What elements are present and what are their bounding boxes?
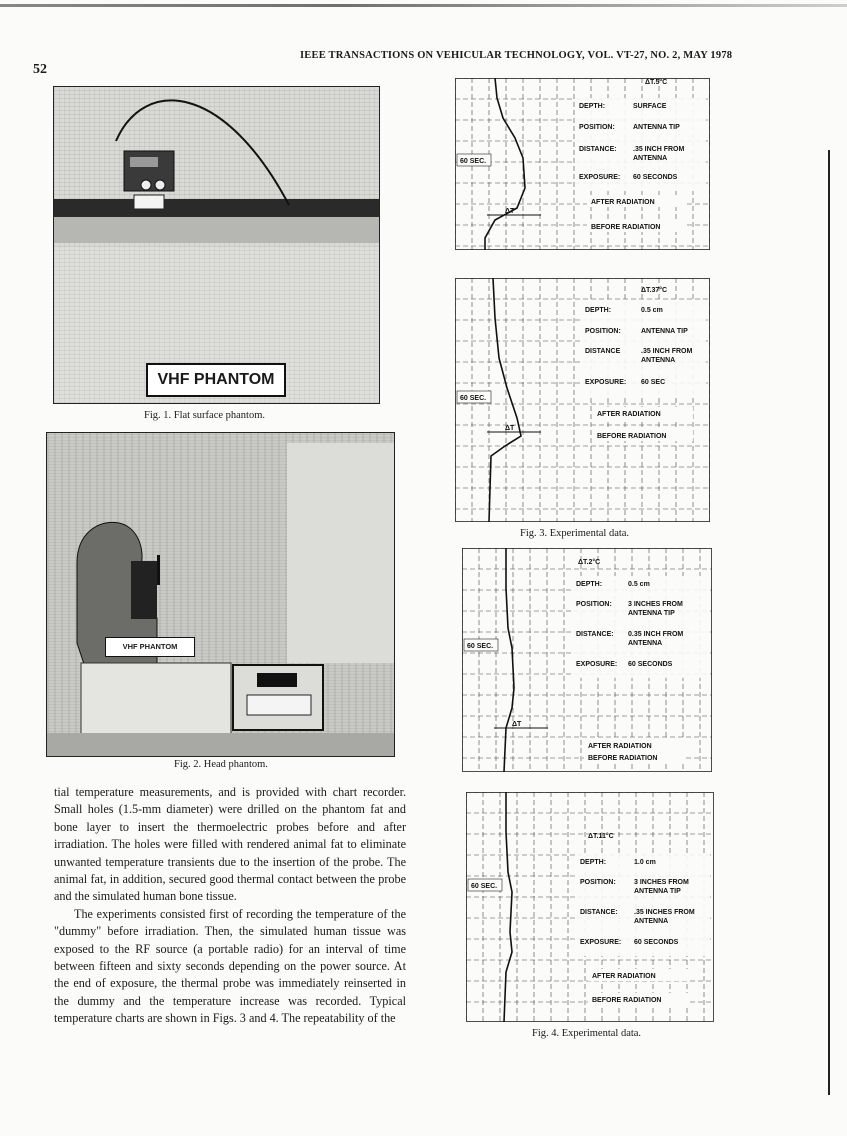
delta-marker-label: ΔT — [505, 208, 515, 215]
temperature-trace — [504, 548, 514, 772]
delta-marker-label: ΔT — [505, 425, 515, 432]
field-value: ANTENNA TIP — [641, 328, 688, 335]
field-value: 1.0 cm — [634, 859, 656, 866]
field-value-cont: ANTENNA — [641, 357, 676, 364]
fig3-caption: Fig. 3. Experimental data. — [520, 528, 630, 539]
before-radiation-label: BEFORE RADIATION — [591, 224, 661, 231]
delta-t-label: ΔT.2°C — [578, 559, 601, 566]
field-value: 3 INCHES FROM — [628, 601, 683, 608]
before-radiation-label: BEFORE RADIATION — [592, 997, 662, 1004]
after-radiation-label: AFTER RADIATION — [591, 199, 655, 206]
after-radiation-label: AFTER RADIATION — [597, 411, 661, 418]
fig4-caption: Fig. 4. Experimental data. — [532, 1028, 642, 1039]
field-label: EXPOSURE: — [576, 661, 618, 668]
field-value: .35 INCH FROM — [633, 146, 685, 153]
delta-t-label: ΔT.5°C — [645, 79, 668, 86]
head-phantom-photo — [46, 432, 395, 757]
field-label: DEPTH: — [576, 581, 603, 588]
field-value-cont: ANTENNA — [634, 918, 669, 925]
field-value-cont: ANTENNA — [633, 155, 668, 162]
field-label: DISTANCE: — [579, 146, 617, 153]
temperature-trace — [489, 278, 521, 522]
field-value: SURFACE — [633, 103, 667, 110]
temperature-chart-fig3-top — [455, 78, 710, 250]
flat-surface-phantom-photo — [53, 86, 380, 404]
fig2-caption: Fig. 2. Head phantom. — [174, 759, 268, 770]
vhf-phantom-sign: VHF PHANTOM — [146, 363, 286, 397]
field-label: POSITION: — [576, 601, 612, 608]
field-value: ANTENNA TIP — [633, 124, 680, 131]
field-label: DISTANCE: — [580, 909, 618, 916]
temperature-chart-fig4-bottom — [466, 792, 714, 1022]
time-marker-label: 60 SEC. — [467, 643, 494, 650]
field-label: POSITION: — [580, 879, 616, 886]
field-label: POSITION: — [579, 124, 615, 131]
field-value: .35 INCHES FROM — [634, 909, 695, 916]
photo2-illustration — [47, 433, 394, 756]
field-value: 60 SECONDS — [634, 939, 679, 946]
field-label: POSITION: — [585, 328, 621, 335]
delta-t-label: ΔT.37°C — [641, 287, 668, 294]
before-radiation-label: BEFORE RADIATION — [597, 433, 667, 440]
paragraph-2: The experiments consisted first of recording the temperature of the "dummy" before irradiation. Then, the simulated human tissue was exposed to the RF source (a portable radio) for an interval of time between fifteen and sixty seconds depending on the power source. At the end of exposure, the thermal probe was immediately reinserted in the dummy and the temperature increase was recorded. Typical temperature charts are shown in Figs. 3 and 4. The repeatability of the — [54, 906, 406, 1026]
field-value-cont: ANTENNA TIP — [628, 610, 675, 617]
temperature-chart-fig4-top — [462, 548, 712, 772]
field-value: 60 SEC — [641, 379, 666, 386]
delta-t-label: ΔT.11°C — [588, 833, 614, 840]
temperature-chart-fig3-bottom — [455, 278, 710, 522]
after-radiation-label: AFTER RADIATION — [588, 743, 652, 750]
field-label: DISTANCE — [585, 348, 621, 355]
field-label: EXPOSURE: — [579, 174, 621, 181]
delta-marker-label: ΔT — [512, 721, 522, 728]
fig1-caption: Fig. 1. Flat surface phantom. — [144, 410, 266, 421]
field-label: EXPOSURE: — [585, 379, 627, 386]
field-label: DEPTH: — [579, 103, 606, 110]
field-label: DEPTH: — [585, 307, 612, 314]
field-value-cont: ANTENNA TIP — [634, 888, 681, 895]
field-label: EXPOSURE: — [580, 939, 622, 946]
photo1-illustration — [54, 87, 379, 403]
scan-top-edge — [0, 4, 847, 7]
scan-right-edge — [828, 150, 830, 1095]
field-label: DISTANCE: — [576, 631, 614, 638]
field-value: 60 SECONDS — [633, 174, 678, 181]
field-label: DEPTH: — [580, 859, 607, 866]
page-number: 52 — [33, 62, 47, 77]
paragraph-1: tial temperature measurements, and is provided with chart recorder. Small holes (1.5-mm diameter) were drilled on the phantom fat and bone layer to insert the thermoelectric probes before and after irradiation. The holes were filled with rendered animal fat to eliminate unwanted temperature transients due to the insertion of the probe. The animal fat, in addition, secured good thermal contact between the probe and the simulated human bone tissue. — [54, 785, 406, 904]
field-value: 0.5 cm — [641, 307, 663, 314]
time-marker-label: 60 SEC. — [460, 158, 487, 165]
field-value: 3 INCHES FROM — [634, 879, 689, 886]
running-header: IEEE TRANSACTIONS ON VEHICULAR TECHNOLOGY, VOL. VT-27, NO. 2, MAY 1978 — [300, 50, 733, 61]
field-value-cont: ANTENNA — [628, 640, 663, 647]
body-text — [54, 784, 406, 1028]
vhf-phantom-sign-small: VHF PHANTOM — [105, 637, 195, 657]
field-value: 0.5 cm — [628, 581, 650, 588]
time-marker-label: 60 SEC. — [460, 395, 487, 402]
field-value: .35 INCH FROM — [641, 348, 693, 355]
field-value: 0.35 INCH FROM — [628, 631, 684, 638]
after-radiation-label: AFTER RADIATION — [592, 973, 656, 980]
time-marker-label: 60 SEC. — [471, 883, 498, 890]
before-radiation-label: BEFORE RADIATION — [588, 755, 658, 762]
field-value: 60 SECONDS — [628, 661, 673, 668]
temperature-trace — [504, 792, 512, 1022]
